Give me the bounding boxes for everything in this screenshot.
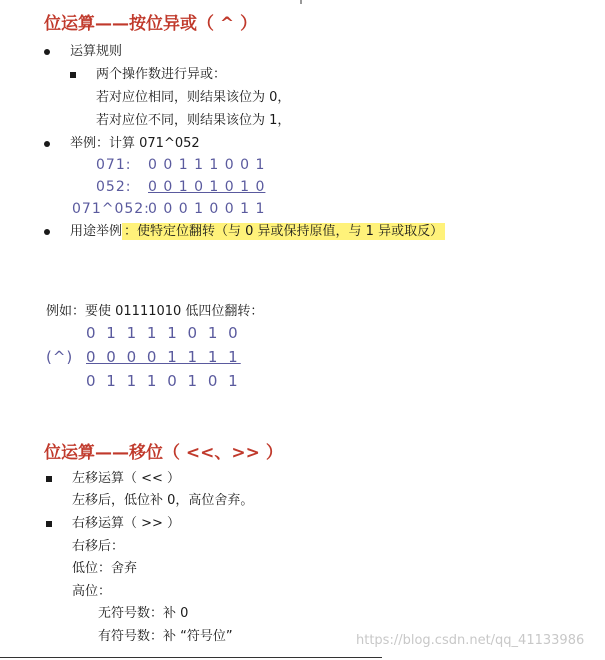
example-row1: 0 1 1 1 1 0 1 0 [86,324,241,342]
watermark: https://blog.csdn.net/qq_41133986 [356,633,585,648]
ex-row1-bits: 0 0 1 1 1 0 0 1 [148,157,266,173]
left-shift-heading: 左移运算（ << ） [72,471,181,486]
example-title: 例如：要使 01111010 低四位翻转： [46,304,264,319]
rule-heading: 运算规则 [70,44,123,59]
section1-title: 位运算——按位异或（ ^ ） [44,14,258,34]
rule-line-1: 若对应位相同，则结果该位为 0， [96,90,291,105]
rule-sub: 两个操作数进行异或： [96,67,227,82]
ex-row3-label: 071^052: [72,201,150,217]
section3-title: 位运算——移位（ <<、>> ） [44,443,283,463]
unsigned-fill: 无符号数：补 0 [98,606,189,621]
usage-highlight: ：使特定位翻转（与 0 异或保持原值，与 1 异或取反） [124,224,444,239]
ex-row1-label: 071: [96,157,132,173]
example-heading: 举例：计算 071^052 [70,136,200,151]
square-bullet-icon [46,476,52,482]
example-row2-prefix: (^) [46,348,74,366]
ex-row3-bits: 0 0 0 1 0 0 1 1 [148,201,266,217]
example-row3: 0 1 1 1 0 1 0 1 [86,372,241,390]
right-shift-after: 右移后： [72,539,125,554]
top-mark [300,0,302,4]
right-shift-heading: 右移运算（ >> ） [72,516,181,531]
usage-line [70,225,445,238]
low-bits: 低位：舍弃 [72,561,138,576]
square-bullet-icon [70,72,76,78]
bullet-icon [44,229,50,235]
ex-row2-bits: 0 0 1 0 1 0 1 0 [148,179,266,195]
example-row2: 0 0 0 0 1 1 1 1 [86,348,241,366]
bullet-icon [44,49,50,55]
rule-line-2: 若对应位不同，则结果该位为 1， [96,113,291,128]
ex-row2-label: 052: [96,179,132,195]
usage-prefix: 用途举例 [70,224,123,239]
signed-fill: 有符号数：补 “符号位” [98,629,233,644]
square-bullet-icon [46,521,52,527]
left-shift-desc: 左移后，低位补 0，高位舍弃。 [72,493,254,508]
bottom-rule [0,657,382,658]
high-bits: 高位： [72,584,112,599]
bullet-icon [44,141,50,147]
